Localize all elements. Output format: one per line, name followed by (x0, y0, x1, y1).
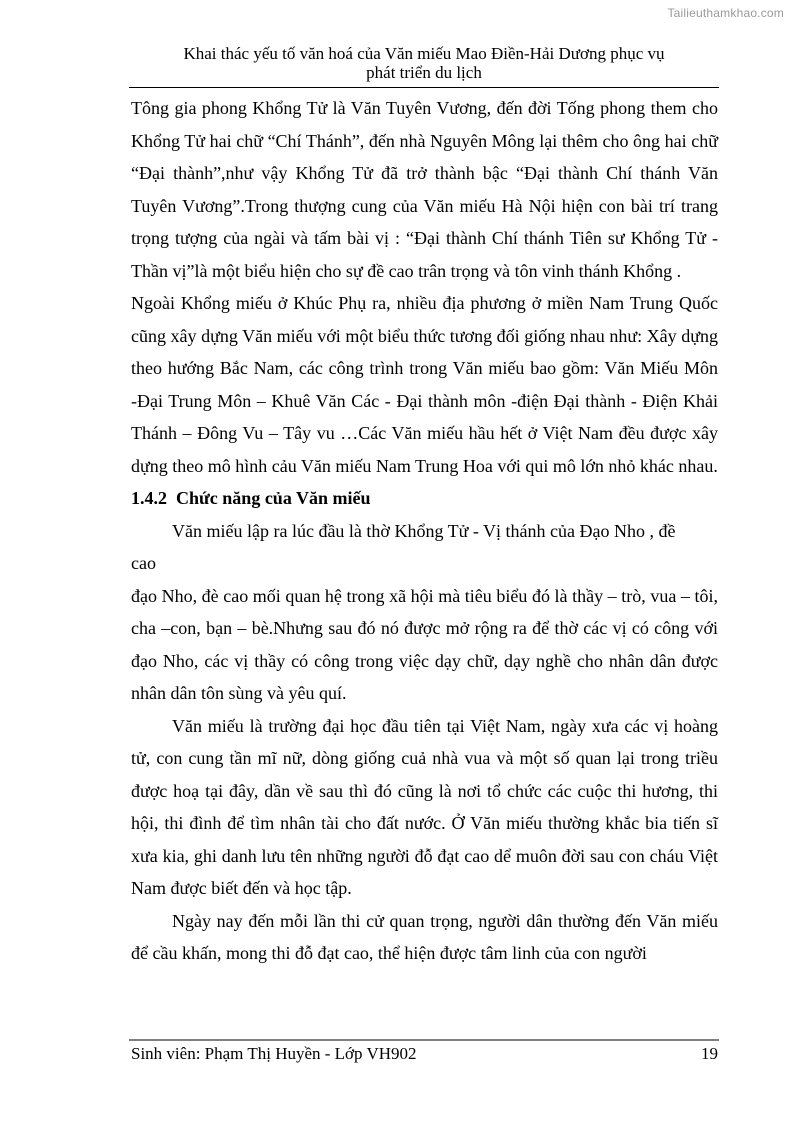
section-heading (131, 482, 718, 515)
paragraph: Văn miếu là trường đại học đầu tiên tại Việt Nam, ngày xưa các vị hoàng tử, con cung tần mĩ nữ, dòng giống cuả nhà vua và một số quan lại trong triều được hoạ tại đây, dần về sau thì đó cũng là nơi tổ chức các cuộc thi hương, thi hội, thi đình để tìm nhân tài cho đất nước. Ở Văn miếu thường khắc bia tiến sĩ xưa kia, ghi danh lưu tên những người đỗ đạt cao dể muôn đời sau con cháu Việt Nam được biết đến và học tập. (131, 715, 718, 898)
section-title: Chức năng của Văn miếu (176, 488, 371, 508)
page-footer (131, 1044, 718, 1064)
page-header (130, 44, 718, 82)
paragraph: Tông gia phong Khổng Tử là Văn Tuyên Vương, đến đời Tống phong them cho Khổng Tử hai chữ “Chí Thánh”, đến nhà Nguyên Mông lại thêm cho ông hai chữ “Đại thành”,như vậy Khổng Tử đã trở thành bậc “Đại thành Chí thánh Văn Tuyên Vương”.Trong thượng cung của Văn miếu Hà Nội hiện con bài trí trang trọng tượng của ngài và tấm bài vị : “Đại thành Chí thánh Tiên sư Khổng Tử - Thần vị”là một biểu hiện cho sự đề cao trân trọng và tôn vinh thánh Khổng . (131, 98, 718, 281)
footer-divider (129, 1039, 719, 1041)
paragraph: cao (131, 553, 156, 573)
document-body (131, 92, 718, 970)
paragraph: đạo Nho, đè cao mối quan hệ trong xã hội mà tiêu biểu đó là thầy – trò, vua – tôi, cha –con, bạn – bè.Nhưng sau đó nó được mở rộng ra để thờ các vị có công với đạo Nho, các vị thầy có công trong việc dạy chữ, dạy nghề cho nhân dân được nhân dân tôn sùng và yêu quí. (131, 585, 718, 703)
header-title-line-1: Khai thác yếu tố văn hoá của Văn miếu Mao Điền-Hải Dương phục vụ (183, 44, 665, 63)
watermark: Tailieuthamkhao.com (667, 6, 784, 20)
footer-author: Sinh viên: Phạm Thị Huyền - Lớp VH902 (131, 1044, 417, 1063)
page-number: 19 (701, 1044, 718, 1063)
paragraph: Văn miếu lập ra lúc đầu là thờ Khổng Tử - Vị thánh của Đạo Nho , đề (172, 520, 676, 541)
header-divider (129, 87, 719, 88)
header-title-line-2: phát triển du lịch (366, 63, 482, 82)
paragraph: Ngoài Khổng miếu ở Khúc Phụ ra, nhiều địa phương ở miền Nam Trung Quốc cũng xây dựng Văn miếu với một biểu thức tương đối giống nhau như: Xây dựng theo hướng Bắc Nam, các công trình trong Văn miếu bao gồm: Văn Miếu Môn -Đại Trung Môn – Khuê Văn Các - Đại thành môn -điện Đại thành - Điện Khải Thánh – Đông Vu – Tây vu …Các Văn miếu hầu hết ở Việt Nam đều được xây dựng theo mô hình cảu Văn miếu Nam Trung Hoa với qui mô lớn nhỏ khác nhau. (131, 293, 718, 476)
paragraph: Ngày nay đến mỗi lần thi cử quan trọng, người dân thường đến Văn miếu để cầu khấn, mong thi đỗ đạt cao, thể hiện được tâm linh của con người (131, 910, 718, 963)
section-number: 1.4.2 (131, 488, 167, 508)
